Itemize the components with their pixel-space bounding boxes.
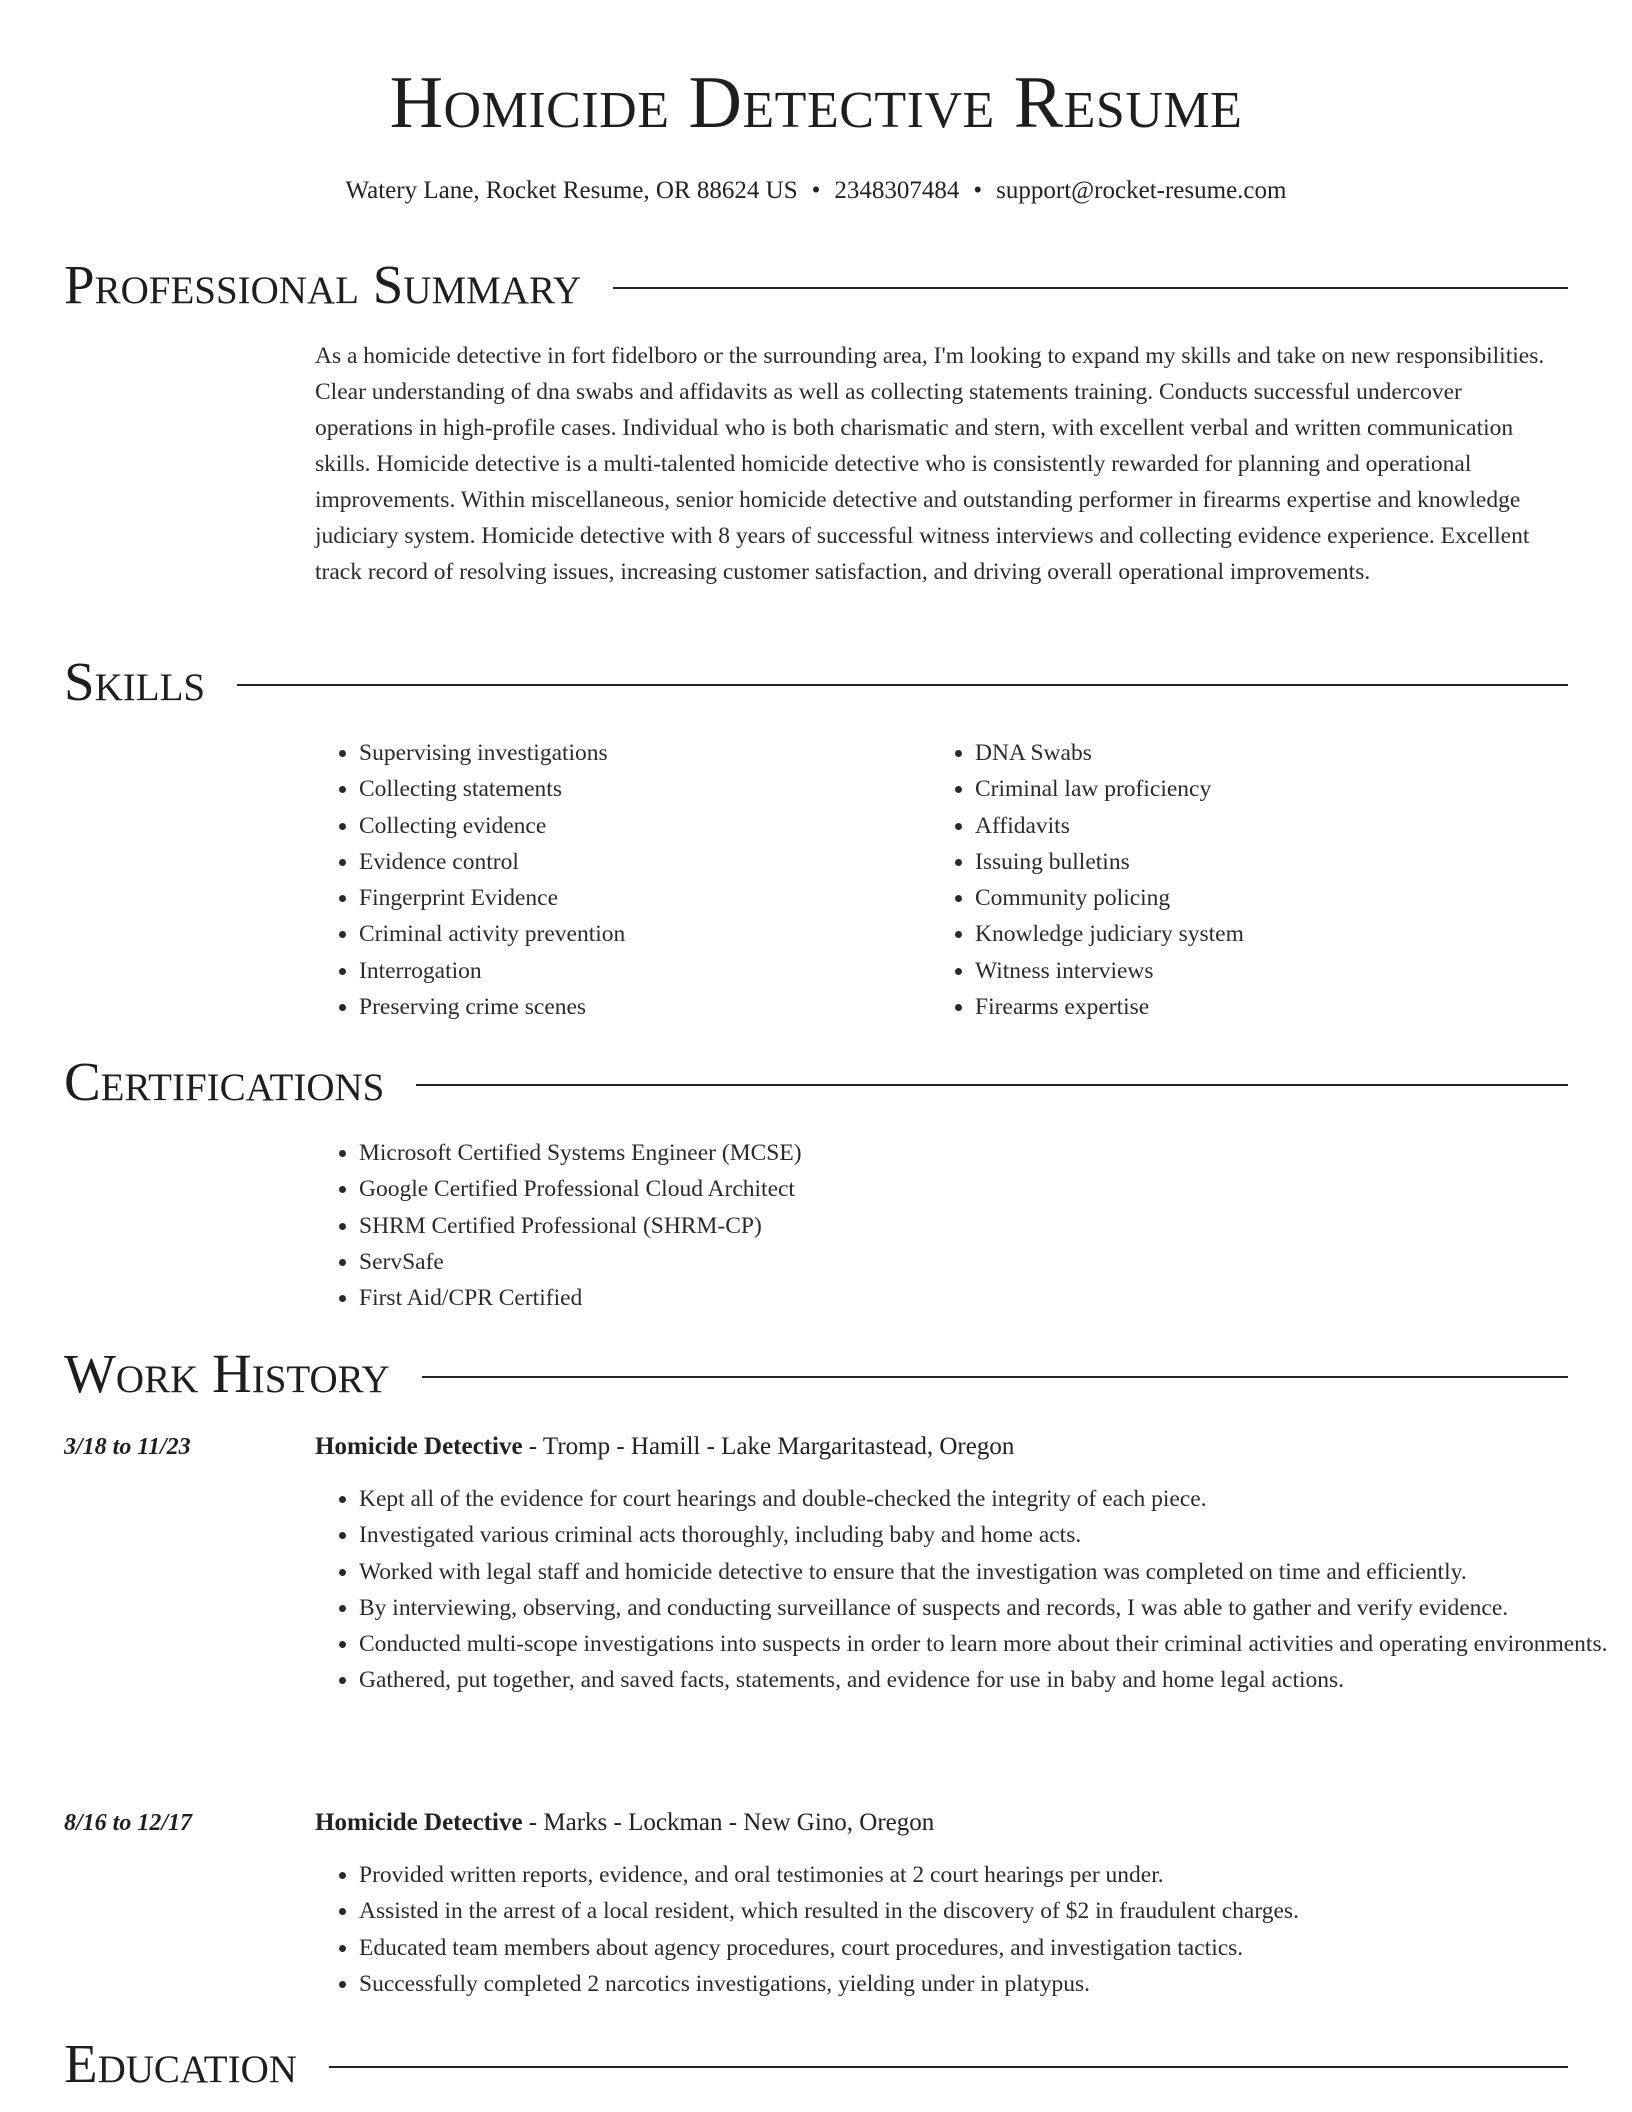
contact-phone: 2348307484: [834, 177, 960, 204]
job-employer-location: - Tromp - Hamill - Lake Margaritastead, Oregon: [522, 1433, 1015, 1460]
job-duty: • Gathered, put together, and saved facts, statements, and evidence for use in baby and home legal actions.: [359, 1662, 1609, 1698]
skill-item: • Knowledge judiciary system: [975, 916, 1595, 952]
skills-list-right: [931, 735, 1595, 1025]
section-divider: [237, 684, 1568, 686]
section-divider: [422, 1376, 1568, 1378]
certification-item: • ServSafe: [359, 1244, 1609, 1280]
skill-item: • Collecting statements: [359, 771, 919, 807]
section-divider: [613, 287, 1568, 289]
job-duty: • Educated team members about agency procedures, court procedures, and investigation tactics.: [359, 1930, 1609, 1966]
job-dates: 3/18 to 11/23: [64, 1434, 191, 1460]
contact-separator: •: [973, 177, 983, 204]
certification-item: • Microsoft Certified Systems Engineer (MCSE): [359, 1135, 1609, 1171]
job-duties-list: [315, 1857, 1609, 2002]
skill-item: • Fingerprint Evidence: [359, 880, 919, 916]
certifications-list: [315, 1135, 1609, 1316]
section-title-summary: Professional Summary: [64, 254, 582, 315]
skill-item: • Criminal law proficiency: [975, 771, 1595, 807]
contact-line: [0, 174, 1632, 208]
section-title-work-history: Work History: [64, 1343, 390, 1404]
job-heading: [315, 1806, 1565, 1840]
skill-item: • Supervising investigations: [359, 735, 919, 771]
section-title-skills: Skills: [64, 651, 206, 712]
job-duty: • Successfully completed 2 narcotics investigations, yielding under in platypus.: [359, 1966, 1609, 2002]
skill-item: • DNA Swabs: [975, 735, 1595, 771]
job-duty: • Conducted multi-scope investigations into suspects in order to learn more about their criminal activities and operating environments.: [359, 1626, 1609, 1662]
job-role: Homicide Detective: [315, 1809, 523, 1836]
section-header-certifications: [64, 1050, 1568, 1114]
section-divider: [416, 1084, 1568, 1086]
job-duty: • Worked with legal staff and homicide detective to ensure that the investigation was completed on time and efficiently.: [359, 1554, 1609, 1590]
contact-email: support@rocket-resume.com: [996, 177, 1287, 204]
section-title-education: Education: [64, 2033, 297, 2094]
contact-separator: •: [811, 177, 821, 204]
job-duty: • Assisted in the arrest of a local resident, which resulted in the discovery of $2 in fraudulent charges.: [359, 1893, 1609, 1929]
section-title-certifications: Certifications: [64, 1051, 385, 1112]
section-header-education: [64, 2032, 1568, 2096]
job-duty: • By interviewing, observing, and conducting surveillance of suspects and records, I was able to gather and verify evidence.: [359, 1590, 1609, 1626]
skill-item: • Interrogation: [359, 953, 919, 989]
skill-item: • Community policing: [975, 880, 1595, 916]
certification-item: • Google Certified Professional Cloud Architect: [359, 1171, 1609, 1207]
section-header-summary: [64, 253, 1568, 317]
job-duties-list: [315, 1481, 1609, 1699]
contact-address: Watery Lane, Rocket Resume, OR 88624 US: [345, 177, 798, 204]
job-dates: 8/16 to 12/17: [64, 1810, 193, 1836]
job-duty: • Provided written reports, evidence, and oral testimonies at 2 court hearings per under.: [359, 1857, 1609, 1893]
skill-item: • Issuing bulletins: [975, 844, 1595, 880]
certification-item: • First Aid/CPR Certified: [359, 1280, 1609, 1316]
summary-text: As a homicide detective in fort fidelboro or the surrounding area, I'm looking to expand my skills and take on new responsibilities. Clear understanding of dna swabs and affidavits as well as collecting statements training. Conducts successful undercover operations in high-profile cases. Individual who is both charismatic and stern, with excellent verbal and written communication skills. Homicide detective is a multi-talented homicide detective who is consistently rewarded for planning and operational improvements. Within miscellaneous, senior homicide detective and outstanding performer in firearms expertise and knowledge judiciary system. Homicide detective with 8 years of successful witness interviews and collecting evidence experience. Excellent track record of resolving issues, increasing customer satisfaction, and driving overall operational improvements.: [315, 343, 1545, 585]
resume-title: Homicide Detective Resume: [389, 62, 1243, 144]
skill-item: • Witness interviews: [975, 953, 1595, 989]
skill-item: • Preserving crime scenes: [359, 989, 919, 1025]
section-divider: [329, 2066, 1568, 2068]
section-header-skills: [64, 650, 1568, 714]
skill-item: • Affidavits: [975, 808, 1595, 844]
skills-list-left: [315, 735, 919, 1025]
skill-item: • Firearms expertise: [975, 989, 1595, 1025]
skill-item: • Criminal activity prevention: [359, 916, 919, 952]
skill-item: • Collecting evidence: [359, 808, 919, 844]
job-duty: • Investigated various criminal acts thoroughly, including baby and home acts.: [359, 1517, 1609, 1553]
job-heading: [315, 1430, 1565, 1464]
certification-item: • SHRM Certified Professional (SHRM-CP): [359, 1208, 1609, 1244]
job-duty: • Kept all of the evidence for court hearings and double-checked the integrity of each piece.: [359, 1481, 1609, 1517]
skill-item: • Evidence control: [359, 844, 919, 880]
section-header-work-history: [64, 1342, 1568, 1406]
job-role: Homicide Detective: [315, 1433, 523, 1460]
job-employer-location: - Marks - Lockman - New Gino, Oregon: [522, 1809, 935, 1836]
